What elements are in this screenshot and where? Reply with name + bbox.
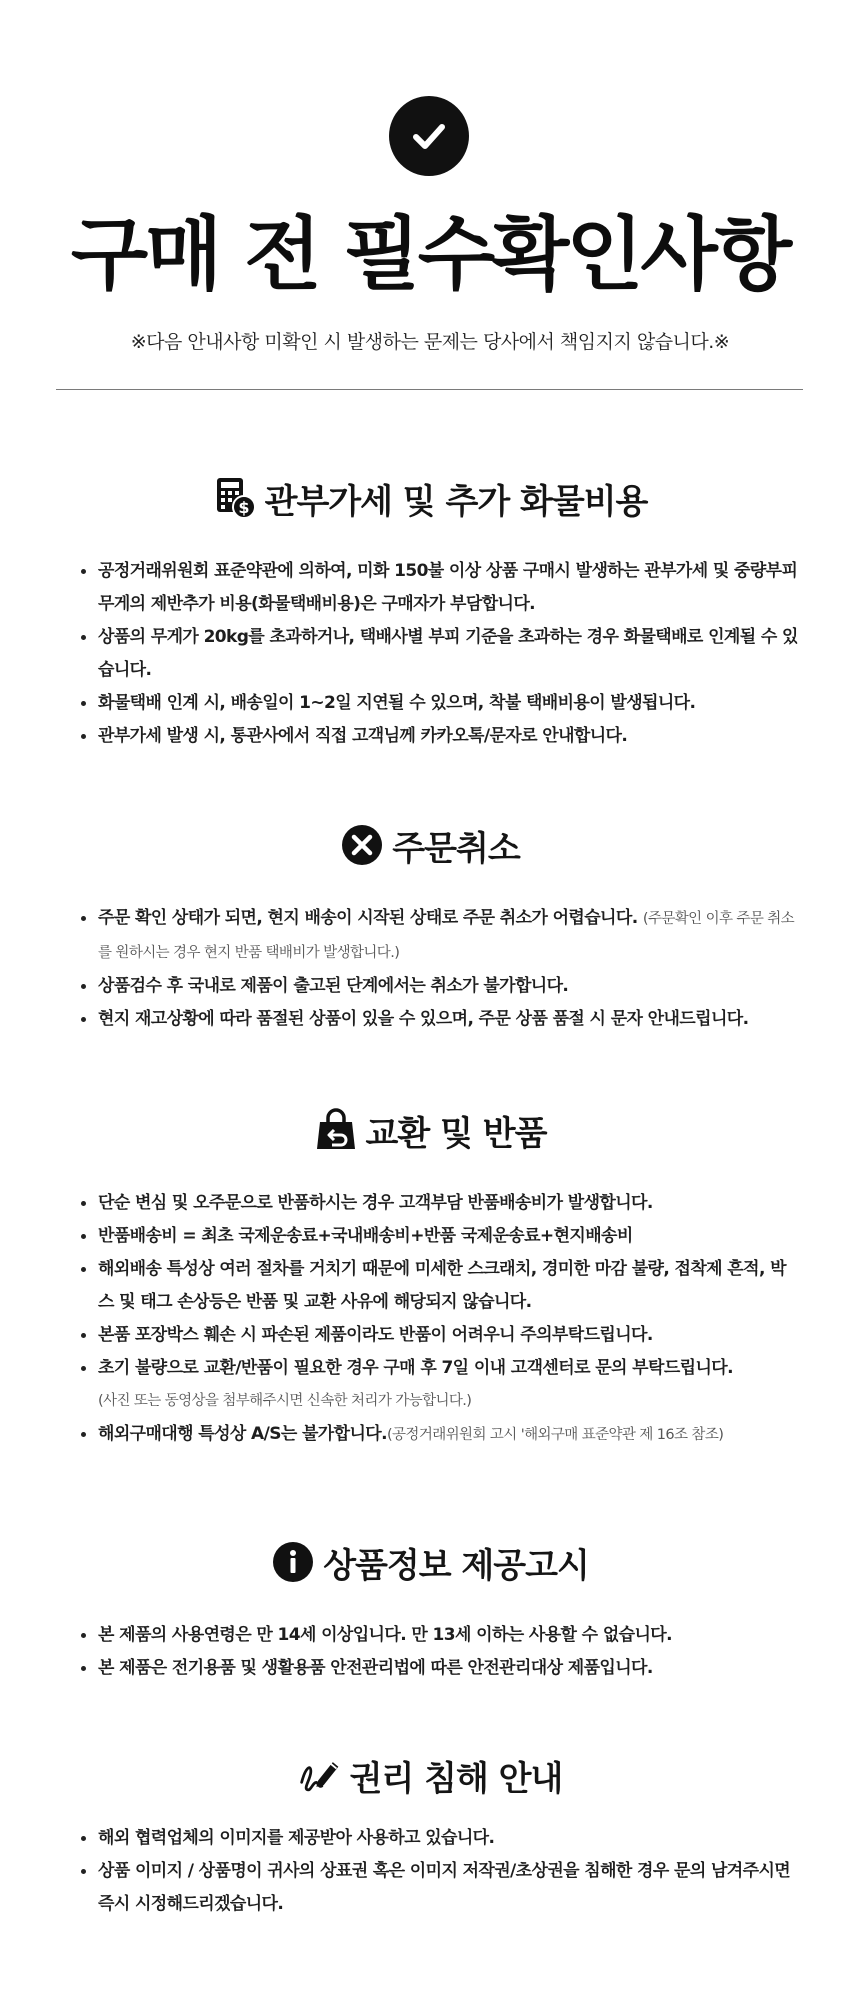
section-header [0,820,860,870]
rights-list [78,1822,798,1921]
list-item: 본 제품의 사용연령은 만 14세 이상입니다. 만 13세 이하는 사용할 수 없습니다. [78,1619,798,1652]
list-item: 공정거래위원회 표준약관에 의하여, 미화 150불 이상 상품 구매시 발생하는 관부가세 및 중량부피 무게의 제반추가 비용(화물택배비용)은 구매자가 부담합니다. [78,555,798,621]
item-text: 해외구매대행 특성상 A/S는 불가합니다. [98,1424,387,1444]
returns-list [78,1187,798,1452]
item-text: 반품배송비 = 최초 국제운송료+국내배송비+반품 국제운송료+현지배송비 [98,1226,633,1246]
item-text: 단순 변심 및 오주문으로 반품하시는 경우 고객부담 반품배송비가 발생합니다. [98,1193,653,1213]
item-text: 주문 확인 상태가 되면, 현지 배송이 시작된 상태로 주문 취소가 어렵습니다. [98,908,638,928]
item-note: (사진 또는 동영상을 첨부해주시면 신속한 처리가 가능합니다.) [98,1393,472,1409]
check-circle-icon [389,96,469,176]
item-text: 본품 포장박스 훼손 시 파손된 제품이라도 반품이 어려우니 주의부탁드립니다. [98,1325,653,1345]
list-item: 해외 협력업체의 이미지를 제공받아 사용하고 있습니다. [78,1822,798,1855]
return-bag-icon [314,1108,358,1152]
list-item [78,1418,798,1452]
item-note: (주문확인 이후 주문 취소를 원하시는 경우 현지 반품 택배비가 발생합니다.) [98,911,795,961]
x-circle-icon [340,823,384,867]
item-text: 상품검수 후 국내로 제품이 출고된 단계에서는 취소가 불가합니다. [98,976,569,996]
section-title: 상품정보 제공고시 [323,1545,589,1586]
section-title: 관부가세 및 추가 화물비용 [264,481,648,522]
list-item [78,1220,798,1253]
info-circle-icon [271,1540,315,1584]
list-item [78,1352,798,1418]
section-title: 권리 침해 안내 [349,1758,563,1799]
header-divider [56,389,803,390]
page-title: 구매 전 필수확인사항 [70,208,790,301]
list-item [78,902,798,970]
page-subtitle: ※다음 안내사항 미확인 시 발생하는 문제는 당사에서 책임지지 않습니다.※ [130,331,730,353]
list-item [78,970,798,1003]
list-item: 상품 이미지 / 상품명이 귀사의 상표권 혹은 이미지 저작권/초상권을 침해한 경우 문의 남겨주시면 즉시 시정해드리겠습니다. [78,1855,798,1921]
customs-list [78,555,798,753]
list-item [78,1003,798,1036]
list-item: 화물택배 인계 시, 배송일이 1~2일 지연될 수 있으며, 착불 택배비용이 발생됩니다. [78,687,798,720]
signature-pen-icon [298,1753,342,1797]
item-text: 초기 불량으로 교환/반품이 필요한 경우 구매 후 7일 이내 고객센터로 문의 부탁드립니다. [98,1358,733,1378]
calculator-dollar-icon [213,476,257,520]
svg-text:$: $ [238,498,250,517]
section-title: 주문취소 [392,828,520,869]
item-text: 현지 재고상황에 따라 품절된 상품이 있을 수 있으며, 주문 상품 품절 시 문자 안내드립니다. [98,1009,749,1029]
section-title: 교환 및 반품 [365,1113,547,1154]
section-header [0,1105,860,1155]
section-header [0,1750,860,1800]
info-list [78,1619,798,1685]
section-header [0,473,860,523]
item-note: (공정거래위원회 고시 '해외구매 표준약관 제 16조 참조) [386,1427,724,1443]
list-item [78,1319,798,1352]
cancel-list [78,902,798,1036]
section-header [0,1537,860,1587]
list-item [78,1187,798,1220]
list-item: 상품의 무게가 20kg를 초과하거나, 택배사별 부피 기준을 초과하는 경우 화물택배로 인계될 수 있습니다. [78,621,798,687]
list-item [78,1253,798,1319]
list-item: 본 제품은 전기용품 및 생활용품 안전관리법에 따른 안전관리대상 제품입니다. [78,1652,798,1685]
list-item: 관부가세 발생 시, 통관사에서 직접 고객님께 카카오톡/문자로 안내합니다. [78,720,798,753]
item-text: 해외배송 특성상 여러 절차를 거치기 때문에 미세한 스크래치, 경미한 마감 불량, 접착제 흔적, 박스 및 태그 손상등은 반품 및 교환 사유에 해당되지 않습니다. [98,1259,786,1312]
